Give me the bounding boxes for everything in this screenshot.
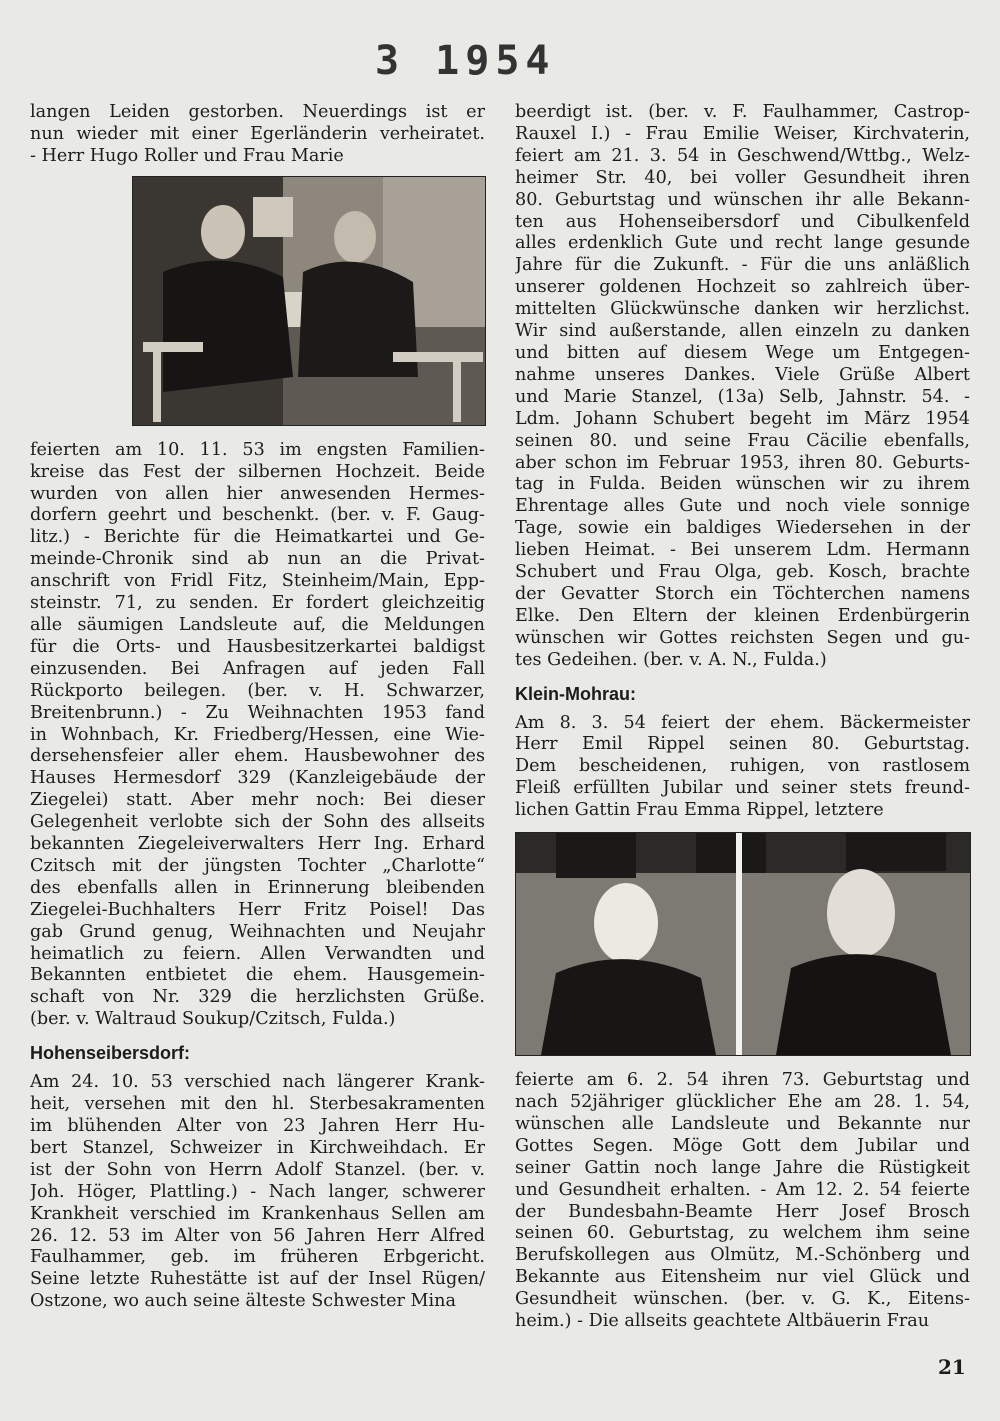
text-line: 26. 12. 53 im Alter von 56 Jahren Herr Alfred (30, 1225, 485, 1246)
text-line: bert Stanzel, Schweizer in Kirchweihdach. Er (30, 1137, 485, 1158)
text-line: seinen 80. und seine Frau Cäcilie ebenfalls, (515, 430, 970, 451)
text-line: gab Grund genug, Weihnachten und Neujahr (30, 921, 485, 942)
right-column (515, 102, 970, 1333)
text-line: wünschen wir Gottes reichsten Segen und gu- (515, 627, 970, 648)
text-line: in Wohnbach, Kr. Friedberg/Hessen, eine Wie- (30, 724, 485, 745)
text-line: Ostzone, wo auch seine älteste Schwester Mina (30, 1291, 456, 1312)
text-line: seinen 60. Geburtstag, zu welchem ihm seine (515, 1223, 970, 1244)
left-text-mid (30, 440, 485, 1031)
text-line: Breitenbrunn.) - Zu Weihnachten 1953 fand (30, 702, 485, 723)
text-line: meinde-Chronik sind ab nun an die Privat- (30, 549, 485, 570)
text-line: Tage, sowie ein baldiges Wiedersehen in der (515, 518, 970, 539)
text-line: lieben Heimat. - Bei unserem Ldm. Hermann (515, 540, 970, 561)
heading-klein-mohrau: Klein-Mohrau: (515, 683, 636, 704)
text-line: Wir sind außerstande, allen einzeln zu danken (515, 321, 970, 342)
text-line: schaft von Nr. 329 die herzlichsten Grüße. (30, 987, 485, 1008)
text-line: Am 24. 10. 53 verschied nach längerer Krank- (30, 1072, 485, 1093)
text-line: dorfern geehrt und beschenkt. (ber. v. F. Gaug- (30, 505, 485, 526)
text-line: heimatlich zu feiern. Allen Verwandten und (30, 943, 485, 964)
text-line: - Herr Hugo Roller und Frau Marie (30, 145, 344, 166)
text-line: nach 52jähriger glücklicher Ehe am 28. 1. 54, (515, 1092, 970, 1112)
text-line: litz.) - Berichte für die Heimatkartei und Ge- (30, 527, 485, 548)
text-line: ten aus Hohenseibersdorf und Cibulkenfeld (515, 211, 970, 232)
text-line: Dem bescheidenen, ruhigen, von rastlosem (515, 756, 970, 777)
text-line: feierten am 10. 11. 53 im engsten Familien- (30, 439, 485, 460)
left-column (30, 102, 485, 1313)
text-line: Rückporto beilegen. (ber. v. H. Schwarzer, (30, 680, 485, 701)
text-line: der Bundesbahn-Beamte Herr Josef Brosch (515, 1201, 970, 1222)
text-line: Gelegenheit verlobte sich der Sohn des allseits (30, 812, 485, 833)
text-line: ist der Sohn von Herrn Adolf Stanzel. (ber. v. (30, 1159, 485, 1180)
issue-number: 3 1954 (375, 38, 556, 84)
text-line: anschrift von Fridl Fitz, Steinheim/Main, Epp- (30, 571, 485, 592)
text-line: heim.) - Die allseits geachtete Altbäuerin Frau (515, 1311, 930, 1332)
text-line: im blühenden Alter von 23 Jahren Herr Hu- (30, 1116, 485, 1136)
left-text-bottom (30, 1072, 485, 1313)
right-text-top (515, 102, 970, 672)
text-line: Hauses Hermesdorf 329 (Kanzleigebäude der (30, 768, 485, 789)
text-line: Rauxel I.) - Frau Emilie Weiser, Kirchvaterin, (515, 123, 970, 144)
text-line: Ziegelei) statt. Aber mehr noch: Bei dieser (30, 790, 485, 811)
text-line: Schubert und Frau Olga, geb. Kosch, brachte (515, 562, 970, 583)
text-line: Jahre für die Zukunft. - Für die uns anläßlich (515, 255, 970, 276)
text-line: Joh. Höger, Plattling.) - Nach langer, schwerer (30, 1181, 485, 1202)
text-line: Seine letzte Ruhestätte ist auf der Insel Rügen/ (30, 1269, 485, 1290)
text-line: steinstr. 71, zu senden. Er fordert gleichzeitig (30, 593, 485, 614)
text-line: aber schon im Februar 1953, ihren 80. Geburts- (515, 452, 970, 473)
text-line: Bekannte aus Eitensheim nur viel Glück und (515, 1267, 970, 1288)
text-line: wünschen alle Landsleute und Bekannte nur (515, 1113, 970, 1134)
photo-rippel-couple (515, 832, 971, 1056)
text-line: Ldm. Johann Schubert begeht im März 1954 (515, 408, 970, 429)
text-line: Herr Emil Rippel seinen 80. Geburtstag. (515, 734, 970, 755)
text-line: unserer goldenen Hochzeit so zahlreich über- (515, 277, 970, 298)
right-text-mid (515, 713, 970, 823)
text-line: Ziegelei-Buchhalters Herr Fritz Poisel! Das (30, 899, 485, 920)
text-line: nahme unseres Dankes. Viele Grüße Albert (515, 364, 970, 385)
text-line: feiert am 21. 3. 54 in Geschwend/Wttbg., Welz- (515, 145, 970, 166)
text-line: Berufskollegen aus Olmütz, M.-Schönberg und (515, 1245, 970, 1266)
right-text-bottom (515, 1070, 970, 1333)
heading-hohenseibersdorf: Hohenseibersdorf: (30, 1043, 191, 1064)
left-text-top (30, 102, 485, 168)
text-line: Gesundheit wünschen. (ber. v. G. K., Eitens- (515, 1289, 970, 1310)
text-line: tag in Fulda. Beiden wünschen wir zu ihrem (515, 474, 970, 495)
text-line: Elke. Den Eltern der kleinen Erdenbürgerin (515, 605, 970, 626)
text-line: nun wieder mit einer Egerländerin verheiratet. (30, 123, 485, 144)
text-line: feierte am 6. 2. 54 ihren 73. Geburtstag und (515, 1070, 970, 1091)
text-line: Gottes Segen. Möge Gott dem Jubilar und (515, 1135, 970, 1156)
text-line: Bekannten entbietet die ehem. Hausgemein- (30, 965, 485, 986)
text-line: alle säumigen Landsleute auf, die Meldungen (30, 614, 485, 635)
text-line: kreise das Fest der silbernen Hochzeit. Beide (30, 461, 485, 482)
text-line: der Gevatter Storch ein Töchterchen namens (515, 583, 970, 604)
text-line: lichen Gattin Frau Emma Rippel, letztere (515, 800, 884, 821)
text-line: und Gesundheit erhalten. - Am 12. 2. 54 feierte (515, 1179, 970, 1200)
text-line: tes Gedeihen. (ber. v. A. N., Fulda.) (515, 649, 827, 670)
page-number: 21 (938, 1355, 966, 1379)
text-line: des ebenfalls allen in Erinnerung bleibenden (30, 877, 485, 898)
text-line: mittelten Glückwünsche danken wir herzlichst. (515, 299, 970, 320)
text-line: (ber. v. Waltraud Soukup/Czitsch, Fulda.) (30, 1009, 396, 1030)
text-line: Am 8. 3. 54 feiert der ehem. Bäckermeister (515, 712, 970, 733)
text-line: Fleiß erfüllten Jubilar und seiner stets freund- (515, 778, 970, 799)
text-line: heimer Str. 40, bei voller Gesundheit ihren (515, 167, 970, 188)
text-line: seiner Gattin noch lange Jahre die Rüstigkeit (515, 1157, 970, 1178)
text-line: beerdigt ist. (ber. v. F. Faulhammer, Castrop- (515, 102, 970, 122)
text-line: Ehrentage alles Gute und noch viele sonnige (515, 496, 970, 517)
photo-roller-couple (132, 176, 486, 426)
text-line: einzusenden. Bei Anfragen auf jeden Fall (30, 658, 485, 679)
text-line: und bitten auf diesem Wege um Entgegen- (515, 342, 970, 363)
text-line: bekannten Ziegeleiverwalters Herr Ing. Erhard (30, 834, 485, 855)
text-line: alles erdenklich Gute und recht lange gesunde (515, 233, 970, 254)
text-line: Faulhammer, geb. im früheren Erbgericht. (30, 1247, 485, 1268)
text-line: langen Leiden gestorben. Neuerdings ist er (30, 102, 485, 122)
text-line: dersehensfeier aller ehem. Hausbewohner des (30, 746, 485, 767)
text-line: 80. Geburtstag und wünschen ihr alle Bekann- (515, 189, 970, 210)
text-line: für die Orts- und Hausbesitzerkartei baldigst (30, 636, 485, 657)
text-line: Krankheit verschied im Krankenhaus Sellen am (30, 1203, 485, 1224)
text-line: Czitsch mit der jüngsten Tochter „Charlotte“ (30, 855, 485, 876)
text-line: heit, versehen mit den hl. Sterbesakramenten (30, 1094, 485, 1115)
text-line: und Marie Stanzel, (13a) Selb, Jahnstr. 54. - (515, 386, 970, 407)
text-line: wurden von allen hier anwesenden Hermes- (30, 483, 485, 504)
